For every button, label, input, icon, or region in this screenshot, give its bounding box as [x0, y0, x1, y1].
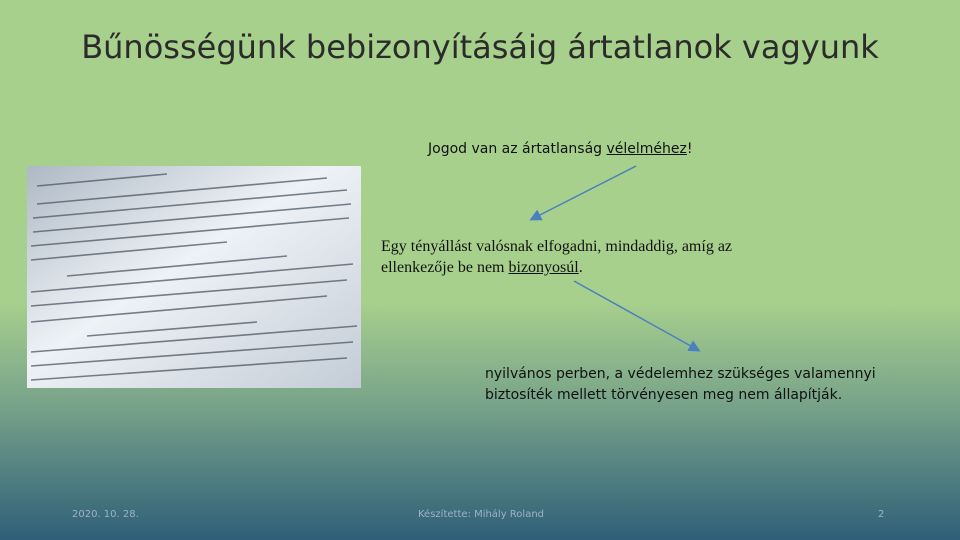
- procedure-text: nyilvános perben, a védelemhez szükséges valamennyi biztosíték mellett törvényesen meg nem állapítják.: [485, 366, 876, 403]
- slide-title: Bűnösségünk bebizonyításáig ártatlanok vagyunk: [81, 28, 879, 66]
- line2-underlined: bizonyosúl: [508, 259, 579, 276]
- slide-number: 2: [878, 509, 885, 520]
- line1-underlined: vélelméhez: [606, 141, 687, 157]
- footer-date: 2020. 10. 28.: [72, 509, 139, 520]
- line1-suffix: !: [686, 141, 693, 157]
- line2-suffix: .: [578, 259, 583, 276]
- line2-main: Egy tényállást valósnak elfogadni, mindaddig, amíg az ellenkezője be nem: [381, 238, 733, 276]
- footer-author: Készítette: Mihály Roland: [418, 509, 545, 520]
- arrow-2: [574, 281, 698, 350]
- arrow-1: [532, 166, 636, 219]
- line1-prefix: Jogod van az ártatlanság: [428, 141, 607, 157]
